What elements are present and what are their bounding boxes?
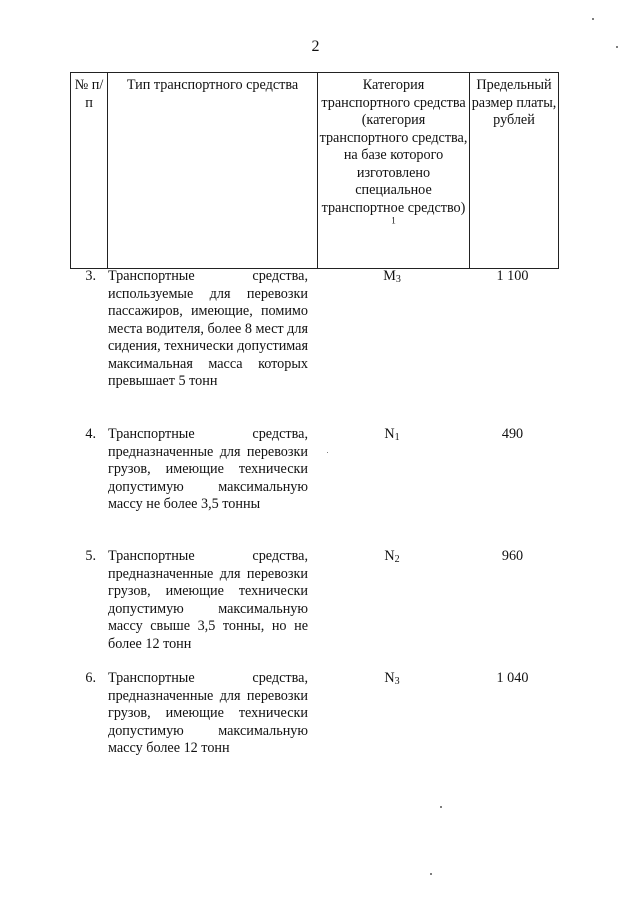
row-category-sub: 3 — [394, 676, 400, 687]
header-fee-cell — [469, 73, 558, 268]
row-category — [316, 268, 468, 289]
header-num-cell — [71, 73, 107, 268]
row-vehicle-type: Транспортные средства, предназначенные для перевозки грузов, имеющие технически допустимую максимальную массу свыше 3,5 тонны, но не более 12 тонн — [108, 548, 308, 652]
row-category — [316, 670, 468, 691]
header-num-label: № п/п — [74, 77, 104, 111]
row-fee: 960 — [501, 548, 524, 564]
scan-speck — [440, 806, 442, 808]
page-number: 2 — [311, 38, 320, 55]
row-category — [316, 426, 468, 447]
row-fee: 1 040 — [496, 670, 529, 686]
row-vehicle-type: Транспортные средства, используемые для перевозки пассажиров, имеющие, помимо места водителя, более 8 мест для сидения, технически допустимая максимальная масса которых превышает 5 тонн — [108, 268, 308, 389]
row-category-letter: N — [384, 426, 395, 442]
row-vehicle-type: Транспортные средства, предназначенные для перевозки грузов, имеющие технически допустимую максимальную массу более 12 тонн — [108, 670, 308, 756]
row-category-sub: 3 — [395, 274, 401, 285]
header-category-label: Категория транспортного средства (категория транспортного средства, на базе которого изготовлено специальное транспортное средство) — [319, 77, 468, 216]
row-num: 5. — [85, 548, 96, 564]
header-category-footnote: 1 — [391, 215, 396, 226]
row-vehicle-type: Транспортные средства, предназначенные для перевозки грузов, имеющие технически допустимую максимальную массу не более 3,5 тонны — [108, 426, 308, 512]
row-category-sub: 2 — [394, 554, 400, 565]
scan-speck — [327, 452, 328, 453]
table-header — [70, 72, 559, 269]
row-category-letter: N — [384, 548, 395, 564]
row-fee: 490 — [501, 426, 524, 442]
row-category-sub: 1 — [394, 432, 400, 443]
header-type-label: Тип транспортного средства — [126, 77, 299, 93]
row-category-letter: N — [384, 670, 395, 686]
scan-speck — [592, 18, 594, 20]
header-type-cell — [107, 73, 317, 268]
row-category-letter: M — [383, 268, 396, 284]
row-num: 3. — [85, 268, 96, 284]
row-fee: 1 100 — [496, 268, 529, 284]
row-category — [316, 548, 468, 569]
header-fee-label: Предельный размер платы, рублей — [471, 77, 557, 128]
row-num: 4. — [85, 426, 96, 442]
scan-speck — [430, 873, 432, 875]
row-num: 6. — [85, 670, 96, 686]
header-category-cell — [317, 73, 469, 268]
scan-speck — [616, 46, 618, 48]
